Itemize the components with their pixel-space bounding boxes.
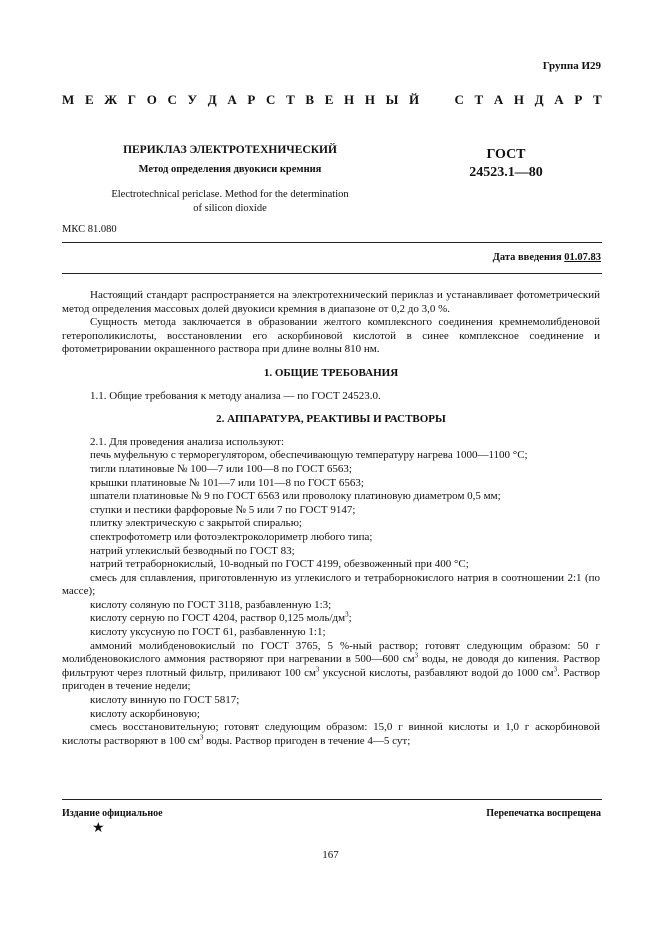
banner-letter: Д [207, 92, 217, 107]
banner-letter: Е [324, 92, 334, 107]
page-number: 167 [322, 849, 339, 861]
gost-designation [446, 146, 566, 182]
official-edition: Издание официальное [62, 808, 163, 819]
paragraph: Настоящий стандарт распространяется на электротехнический периклаз и устанавливает фотометрический метод определения массовых долей двуокиси кремния в диапазоне от 0,2 до 3,0 %. [62, 289, 600, 315]
text-run: воды. Раствор пригоден в течение 4—5 сут; [203, 734, 411, 747]
effective-date-label: Дата введения [492, 252, 562, 263]
banner-letter: Й [409, 92, 420, 107]
reprint-notice: Перепечатка воспрещена [486, 808, 601, 819]
banner-letter: С [266, 92, 276, 107]
list-item: шпатели платиновые № 9 по ГОСТ 6563 или проволоку платиновую диаметром 0,5 мм; [90, 490, 501, 503]
list-item: натрий углекислый безводный по ГОСТ 83; [90, 544, 295, 557]
text-run: . Раствор пригоден в течение недели; [62, 666, 601, 693]
banner-letter: Г [127, 92, 137, 107]
banner-letter: Е [84, 92, 94, 107]
list-item: кислоту уксусную по ГОСТ 61, разбавленную 1:1; [90, 626, 326, 639]
list-item: натрий тетраборнокислый, 10-водный по ГОСТ 4199, обезвоженный при 400 °С; [90, 558, 469, 571]
list-item: тигли платиновые № 100—7 или 100—8 по ГОСТ 6563; [90, 462, 352, 475]
text-run: уксусной кислоты, разбавляют водой до 1000 см [319, 666, 554, 679]
divider-date [62, 273, 602, 274]
banner-letter: Т [474, 92, 484, 107]
paragraph: Сущность метода заключается в образовании желтого комплексного соединения кремнемолибденовой гетерополикислоты, восстановлении его аскорбиновой кислотой в синее комплексное соединение и фотометрировании окрашенного раствора при длине волны 810 нм. [62, 316, 600, 356]
list-item: кислоту аскорбиновую; [90, 707, 200, 720]
banner-letter: Ы [385, 92, 399, 107]
banner-letter: Р [574, 92, 583, 107]
mks-code: МКС 81.080 [62, 224, 117, 235]
list-item: крышки платиновые № 101—7 или 101—8 по ГОСТ 6563; [90, 476, 364, 489]
divider-top [62, 242, 602, 243]
document-title: ПЕРИКЛАЗ ЭЛЕКТРОТЕХНИЧЕСКИЙ [123, 144, 337, 156]
section-heading: 1. ОБЩИЕ ТРЕБОВАНИЯ [263, 366, 399, 379]
list-item: кислоту соляную по ГОСТ 3118, разбавленную 1:3; [90, 598, 332, 611]
list-item: кислоту винную по ГОСТ 5817; [90, 694, 240, 707]
banner-letter: Р [247, 92, 256, 107]
standard-banner [62, 92, 602, 108]
text-run: смесь восстановительную; готовят следующим образом: 15,0 г винной кислоты и 1,0 г аскорбиновой кислоты растворяют в 100 см [62, 721, 600, 747]
paragraph: 1.1. Общие требования к методу анализа — по ГОСТ 24523.0. [90, 389, 381, 402]
list-item: ступки и пестики фарфоровые № 5 или 7 по ГОСТ 9147; [90, 503, 356, 516]
superscript: 3 [553, 665, 558, 674]
banner-letter: Н [364, 92, 375, 107]
banner-letter: Т [592, 92, 602, 107]
gost-number: 24523.1—80 [469, 165, 543, 180]
banner-letter: В [305, 92, 315, 107]
gost-label: ГОСТ [486, 147, 526, 162]
list-item: печь муфельную с терморегулятором, обеспечивающую температуру нагрева 1000—1100 °С; [90, 449, 528, 462]
banner-letter: О [146, 92, 157, 107]
banner-letter: Н [344, 92, 355, 107]
effective-date [493, 252, 601, 263]
superscript: 3 [414, 651, 419, 660]
superscript: 3 [315, 665, 320, 674]
banner-letter: С [167, 92, 177, 107]
superscript: 3 [199, 733, 204, 742]
list-item: спектрофотометр или фотоэлектроколориметр любого типа; [90, 530, 373, 543]
english-title-line: Electrotechnical periclase. Method for the determination [111, 189, 349, 200]
text-run: воды, не доводя до кипения. Раствор фильтруют через плотный фильтр, приливают 100 см [62, 653, 600, 679]
list-item: смесь для сплавления, приготовленную из углекислого и тетраборнокислого натрия в соотношении 2:1 (по массе); [62, 571, 600, 598]
banner-gap [430, 92, 444, 108]
banner-letter: Ж [104, 92, 118, 107]
effective-date-value: 01.07.83 [564, 252, 601, 263]
divider-footer [62, 799, 602, 800]
banner-letter: А [493, 92, 504, 107]
star-icon: ★ [92, 821, 105, 836]
list-item [62, 612, 600, 626]
list-item [62, 640, 600, 694]
document-body [62, 289, 600, 748]
banner-letter: Т [286, 92, 295, 107]
text-run: ; [348, 612, 352, 625]
text-run: кислоту серную по ГОСТ 4204, раствор 0,125 моль/дм [90, 612, 346, 625]
english-title [62, 188, 398, 216]
document-subtitle: Метод определения двуокиси кремния [138, 164, 322, 175]
section-heading: 2. АППАРАТУРА, РЕАКТИВЫ И РАСТВОРЫ [216, 413, 446, 426]
superscript: 3 [345, 610, 349, 619]
banner-letter: А [227, 92, 237, 107]
paragraph: 2.1. Для проведения анализа используют: [90, 435, 285, 448]
banner-letter: С [454, 92, 464, 107]
banner-letter: У [187, 92, 198, 107]
banner-letter: А [554, 92, 564, 107]
list-item [62, 721, 600, 748]
english-title-line: of silicon dioxide [193, 203, 267, 214]
text-run: аммоний молибденовокислый по ГОСТ 3765, 5 %-ный раствор; готовят следующим образом: 50 г молибденовокислого аммония растворяют при нагревании в 500—600 см [62, 639, 600, 666]
banner-letter: Н [513, 92, 525, 107]
list-item: плитку электрическую с закрытой спиралью; [90, 517, 302, 530]
banner-letter: М [62, 92, 75, 107]
group-code: Группа И29 [542, 60, 601, 72]
banner-letter: Д [534, 92, 544, 107]
